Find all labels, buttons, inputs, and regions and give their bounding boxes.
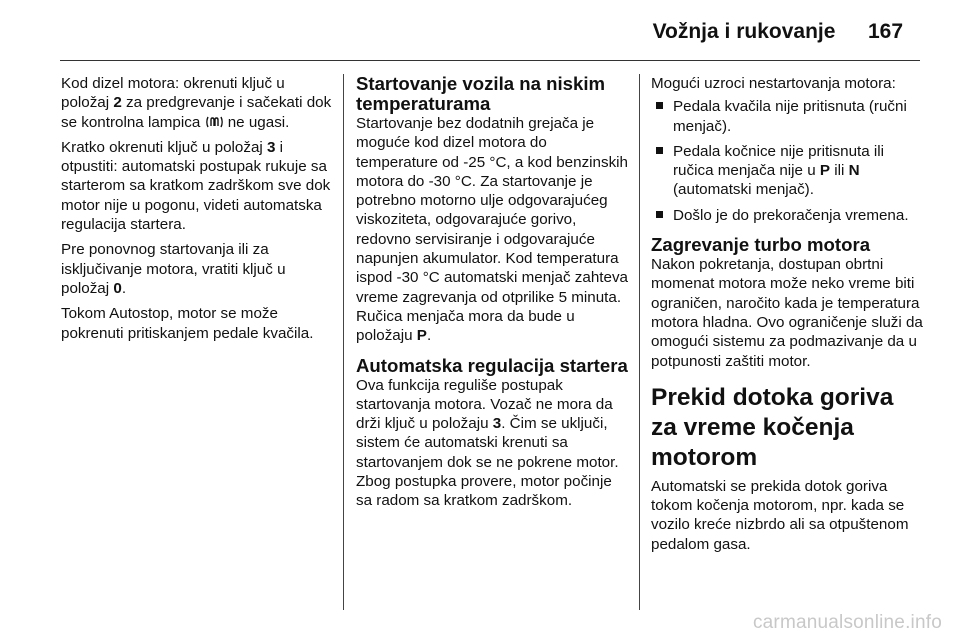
column-divider-2	[639, 74, 640, 610]
gear-position: P	[819, 162, 831, 180]
paragraph-cold-start: Startovanje bez dodatnih grejača je moguće kod dizel motora do temperature od -25 °C, a kod benzinskih motora do -30 °C. Za startovanje je potrebno motorno ulje odgovarajućeg viskoziteta, odgovarajuće gorivo, redovno servisiranje i odgovarajuće napunjen akumulator. Kod temperatura ispod -30 °C automatski menjač zahteva vreme zagrevanja od otprilike 5 minuta. Ručica menjača mora da bude u položaju P.	[356, 115, 629, 345]
page-header	[0, 0, 960, 60]
paragraph-start-key: Kratko okrenuti ključ u položaj 3 i otpustiti: automatski postupak rukuje sa starterom sa kratkom zadrškom sve dok motor nije u pogonu, videti automatska regulacija startera.	[61, 138, 331, 234]
list-item: Pedala kvačila nije pritisnuta (ručni menjač).	[651, 97, 923, 136]
heading-cold-start: Startovanje vozila na niskim temperaturama	[356, 73, 606, 114]
key-position: 2	[113, 94, 122, 112]
paragraph-no-start-causes: Mogući uzroci nestartovanja motora:	[651, 75, 896, 92]
paragraph-starter-control: Ova funkcija reguliše postupak startovanja motora. Vozač ne mora da drži ključ u položaju 3. Čim se uključi, sistem će automatski krenuti sa startovanjem dok se ne pokrene motor. Zbog postupka provere, motor počinje sa radom sa kratkom zadrškom.	[356, 376, 619, 510]
key-position: 0	[113, 279, 122, 297]
paragraph-restart: Pre ponovnog startovanja ili za isključivanje motora, vratiti ključ u položaj 0.	[61, 241, 286, 297]
paragraph-diesel-preheat: Kod dizel motora: okrenuti ključ u položaj 2 za predgrevanje i sačekati dok se kontrolna lampica ne ugasi.	[61, 75, 332, 131]
bullet-icon	[656, 147, 663, 154]
header-divider	[60, 60, 920, 61]
heading-turbo-warmup: Zagrevanje turbo motora	[651, 234, 871, 256]
bullet-icon	[656, 102, 663, 109]
column-2	[356, 74, 628, 517]
paragraph-autostop: Tokom Autostop, motor se može pokrenuti pritiskanjem pedale kvačila.	[61, 305, 314, 342]
column-3	[651, 74, 923, 560]
page-number: 167	[868, 20, 904, 43]
column-divider-1	[343, 74, 344, 610]
glow-plug-indicator-icon	[206, 115, 223, 129]
paragraph-fuel-cutoff: Automatski se prekida dotok goriva tokom kočenja motorom, npr. kada se vozilo kreće nizbrdo ali sa otpuštenom pedalom gasa.	[651, 477, 909, 553]
section-title: Vožnja i rukovanje	[652, 20, 836, 43]
heading-fuel-cutoff: Prekid dotoka goriva za vreme kočenja motorom	[651, 383, 894, 471]
causes-list	[651, 97, 923, 225]
heading-starter-control: Automatska regulacija startera	[356, 354, 628, 376]
bullet-icon	[656, 211, 663, 218]
list-item: Došlo je do prekoračenja vremena.	[651, 206, 923, 225]
key-position: 3	[266, 138, 276, 156]
column-1	[61, 74, 333, 349]
gear-position: P	[416, 327, 427, 345]
list-item: Pedala kočnice nije pritisnuta ili ručica menjača nije u P ili N (automatski menjač).	[651, 142, 923, 200]
key-position: 3	[492, 415, 502, 433]
paragraph-turbo-warmup: Nakon pokretanja, dostupan obrtni momenat motora može neko vreme biti ograničen, naročito kada je temperatura motora hladna. Ovo ograničenje služi da omogući sistemu za podmazivanje da u potpunosti zaštiti motor.	[651, 256, 923, 370]
watermark: carmanualsonline.info	[752, 612, 942, 633]
gear-position: N	[848, 162, 860, 180]
